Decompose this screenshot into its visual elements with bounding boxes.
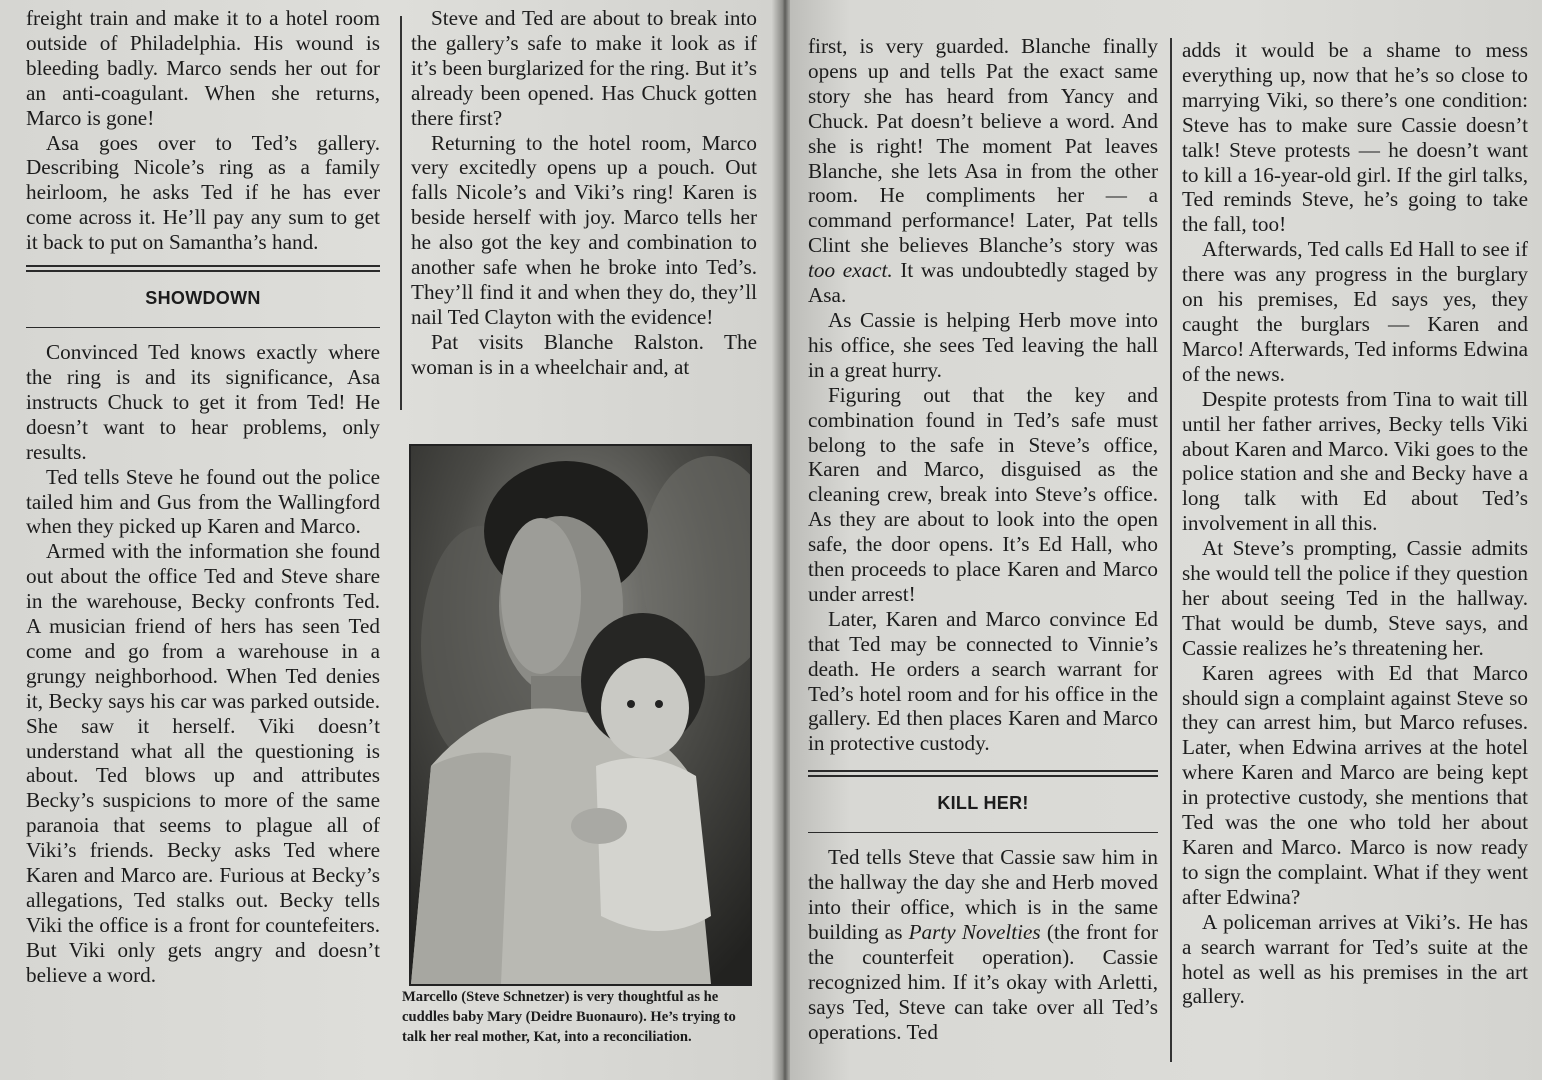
article-paragraph: Steve and Ted are about to break into the gallery’s safe to make it look as if it’s been burglarized for the ring. But it’s already been opened. Has Chuck gotten there first? <box>411 6 757 130</box>
italic-title: Party Novelties <box>908 920 1041 944</box>
article-paragraph: Figuring out that the key and combination found in Ted’s safe must belong to the safe in Steve’s office, Karen and Marco, disguised as the cleaning crew, break into Steve’s office. As they are about to look into the open safe, the door opens. It’s Ed Hall, who then proceeds to place Karen and Marco under arrest! <box>808 382 1158 606</box>
article-paragraph: Ted tells Steve he found out the police tailed him and Gus from the Wallingford when they picked up Karen and Marco. <box>26 464 380 539</box>
article-paragraph: As Cassie is helping Herb move into his office, she sees Ted leaving the hall in a great hurry. <box>808 307 1158 382</box>
article-paragraph: Returning to the hotel room, Marco very excitedly opens up a pouch. Out falls Nicole’s and Viki’s ring! Karen is beside herself with joy. Marco tells her he also got the key and combination to another safe when he broke into Ted’s. They’ll find it and when they do, they’ll nail Ted Clayton with the evidence! <box>411 130 757 329</box>
article-paragraph: A policeman arrives at Viki’s. He has a search warrant for Ted’s suite at the hotel as well as his premises in the art gallery. <box>1182 909 1528 1009</box>
column-divider <box>400 16 402 410</box>
photo-illustration <box>411 446 750 984</box>
photo-caption: Marcello (Steve Schnetzer) is very thoughtful as he cuddles baby Mary (Deidre Buonauro). He’s trying to talk her real mother, Kat, into a reconciliation. <box>402 989 736 1045</box>
article-paragraph: freight train and make it to a hotel room outside of Philadelphia. His wound is bleeding badly. Marco sends her out for an anti-coagulant. When she returns, Marco is gone! <box>26 6 380 130</box>
section-heading: KILL HER! <box>937 793 1029 814</box>
photo <box>409 444 752 986</box>
article-paragraph: adds it would be a shame to mess everything up, now that he’s so close to marrying Viki, so there’s one condition: Steve has to make sure Cassie doesn’t talk! Steve protests — he doesn’t want to kill a 16-year-old girl. If the girl talks, Ted reminds Steve, he’s going to take the fall, too! <box>1182 38 1528 237</box>
article-paragraph: Ted tells Steve that Cassie saw him in the hallway the day she and Herb moved into their office, which is in the same building as Party Novelties (the front for the counterfeit operation). Cassie recognized him. If it’s okay with Arletti, says Ted, Steve can take over all Ted’s operations. Ted <box>808 845 1158 1044</box>
kill-her-heading-block <box>808 770 1158 833</box>
column-3-bottom-text <box>808 845 1158 1044</box>
heading-rule <box>26 327 380 328</box>
column-divider <box>1170 38 1172 1062</box>
column-1-bottom-text <box>26 340 380 988</box>
column-1-top-text <box>26 6 380 255</box>
article-paragraph: Later, Karen and Marco convince Ed that Ted may be connected to Vinnie’s death. He orders a search warrant for Ted’s hotel room and for his office in the gallery. Ed then places Karen and Marco in protective custody. <box>808 606 1158 756</box>
article-paragraph: Pat visits Blanche Ralston. The woman is in a wheelchair and, at <box>411 329 757 379</box>
heading-double-rule <box>808 770 1158 777</box>
column-3 <box>808 34 1158 1045</box>
article-paragraph: At Steve’s prompting, Cassie admits she would tell the police if they question her about seeing Ted in the hallway. That would be dumb, Steve says, and Cassie realizes he’s threatening her. <box>1182 536 1528 660</box>
section-heading: SHOWDOWN <box>145 288 261 309</box>
column-4 <box>1182 38 1528 1009</box>
article-paragraph: Karen agrees with Ed that Marco should sign a complaint against Steve so they can arrest him, but Marco refuses. Later, when Edwina arrives at the hotel where Karen and Marco are being kept in protective custody, she mentions that Ted was the one who told her about Karen and Marco. Marco is now ready to sign the complaint. What if they went after Edwina? <box>1182 660 1528 909</box>
article-paragraph: first, is very guarded. Blanche finally opens up and tells Pat the exact same story she has heard from Yancy and Chuck. Pat doesn’t believe a word. And she is right! The moment Pat leaves Blanche, she lets Asa in from the other room. He compliments her — a command performance! Later, Pat tells Clint she believes Blanche’s story was too exact. It was undoubtedly staged by Asa. <box>808 34 1158 308</box>
article-paragraph: Afterwards, Ted calls Ed Hall to see if there was any progress in the burglary on his premises, Ed says yes, they caught the burglars — Karen and Marco! Afterwards, Ted informs Edwina of the news. <box>1182 237 1528 386</box>
column-3-top-text <box>808 34 1158 756</box>
column-2 <box>411 6 757 380</box>
heading-double-rule <box>26 265 380 272</box>
article-paragraph: Asa goes over to Ted’s gallery. Describing Nicole’s ring as a family heirloom, he asks Ted if he has ever come across it. He’ll pay any sum to get it back to put on Samantha’s hand. <box>26 130 380 255</box>
article-paragraph: Despite protests from Tina to wait till until her father arrives, Becky tells Viki about Karen and Marco. Viki goes to the police station and she and Becky have a long talk with Ed about Ted’s involvement in all this. <box>1182 386 1528 536</box>
italic-title: too exact. <box>808 258 893 283</box>
article-paragraph: Convinced Ted knows exactly where the ring is and its significance, Asa instructs Chuck to get it from Ted! He doesn’t want to hear problems, only results. <box>26 340 380 464</box>
column-4-text <box>1182 38 1528 1009</box>
right-page <box>790 0 1542 1080</box>
column-1 <box>26 6 380 988</box>
column-2-text <box>411 6 757 380</box>
heading-rule <box>808 832 1158 833</box>
article-paragraph: Armed with the information she found out about the office Ted and Steve share in the warehouse, Becky confronts Ted. A musician friend of hers has seen Ted come and go from a warehouse in a grungy neighborhood. When Ted denies it, Becky says his car was parked outside. She saw it herself. Viki doesn’t understand what all the questioning is about. Ted blows up and attributes Becky’s suspicions to more of the same paranoia that seems to plague all of Viki’s friends. Becky asks Ted where Karen and Marco are. Furious at Becky’s allegations, Ted stalks out. Becky tells Viki the office is a front for countefeiters. But Viki only gets angry and doesn’t believe a word. <box>26 539 380 987</box>
showdown-heading-block <box>26 265 380 328</box>
